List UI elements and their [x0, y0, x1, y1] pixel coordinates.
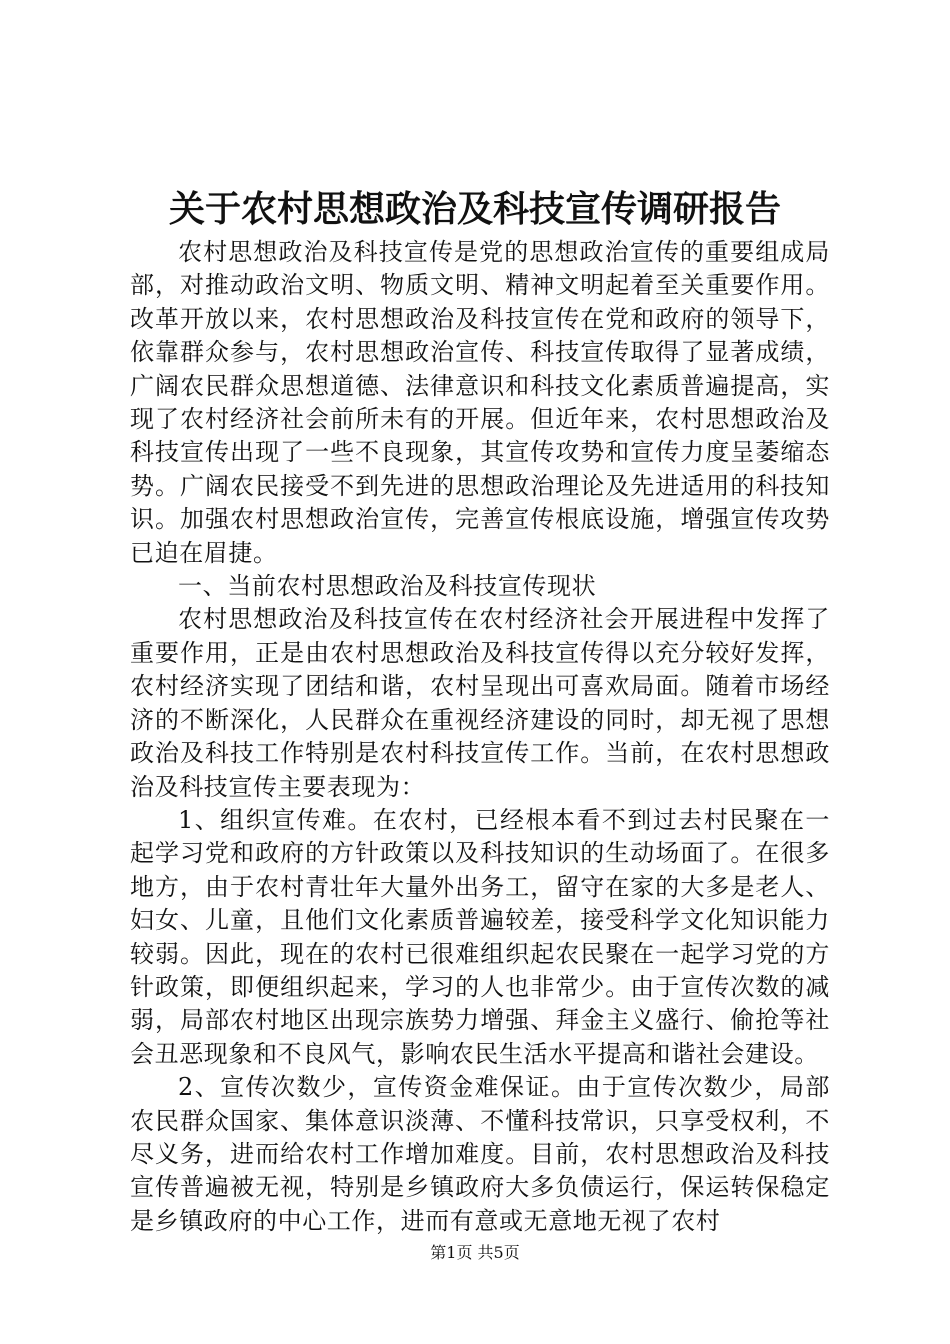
document-body: [130, 236, 830, 1238]
page-title: 关于农村思想政治及科技宣传调研报告: [168, 188, 781, 230]
body-paragraph: 1、组织宣传难。在农村，已经根本看不到过去村民聚在一起学习党和政府的方针政策以及科技知识的生动场面了。在很多地方，由于农村青壮年大量外出务工，留守在家的大多是老人、妇女、儿童，且他们文化素质普遍较差，接受科学文化知识能力较弱。因此，现在的农村已很难组织起农民聚在一起学习党的方针政策，即便组织起来，学习的人也非常少。由于宣传次数的减弱，局部农村地区出现宗族势力增强、拜金主义盛行、偷抢等社会丑恶现象和不良风气，影响农民生活水平提高和谐社会建设。: [130, 805, 830, 1068]
body-paragraph: 2、宣传次数少，宣传资金难保证。由于宣传次数少，局部农民群众国家、集体意识淡薄、不懂科技常识，只享受权利，不尽义务，进而给农村工作增加难度。目前，农村思想政治及科技宣传普遍被无视，特别是乡镇政府大多负债运行，保运转保稳定是乡镇政府的中心工作，进而有意或无意地无视了农村: [130, 1073, 830, 1235]
section-heading: 一、当前农村思想政治及科技宣传现状: [178, 572, 597, 601]
body-paragraph: 农村思想政治及科技宣传在农村经济社会开展进程中发挥了重要作用，正是由农村思想政治及科技宣传得以充分较好发挥，农村经济实现了团结和谐，农村呈现出可喜欢局面。随着市场经济的不断深化，人民群众在重视经济建设的同时，却无视了思想政治及科技工作特别是农村科技宣传工作。当前，在农村思想政治及科技宣传主要表现为：: [130, 605, 830, 801]
intro-paragraph: 农村思想政治及科技宣传是党的思想政治宣传的重要组成局部，对推动政治文明、物质文明、精神文明起着至关重要作用。改革开放以来，农村思想政治及科技宣传在党和政府的领导下，依靠群众参与，农村思想政治宣传、科技宣传取得了显著成绩，广阔农民群众思想道德、法律意识和科技文化素质普遍提高，实现了农村经济社会前所未有的开展。但近年来，农村思想政治及科技宣传出现了一些不良现象，其宣传攻势和宣传力度呈萎缩态势。广阔农民接受不到先进的思想政治理论及先进适用的科技知识。加强农村思想政治宣传，完善宣传根底设施，增强宣传攻势已迫在眉捷。: [130, 238, 830, 567]
page-number-footer: 第1页 共5页: [430, 1243, 520, 1262]
